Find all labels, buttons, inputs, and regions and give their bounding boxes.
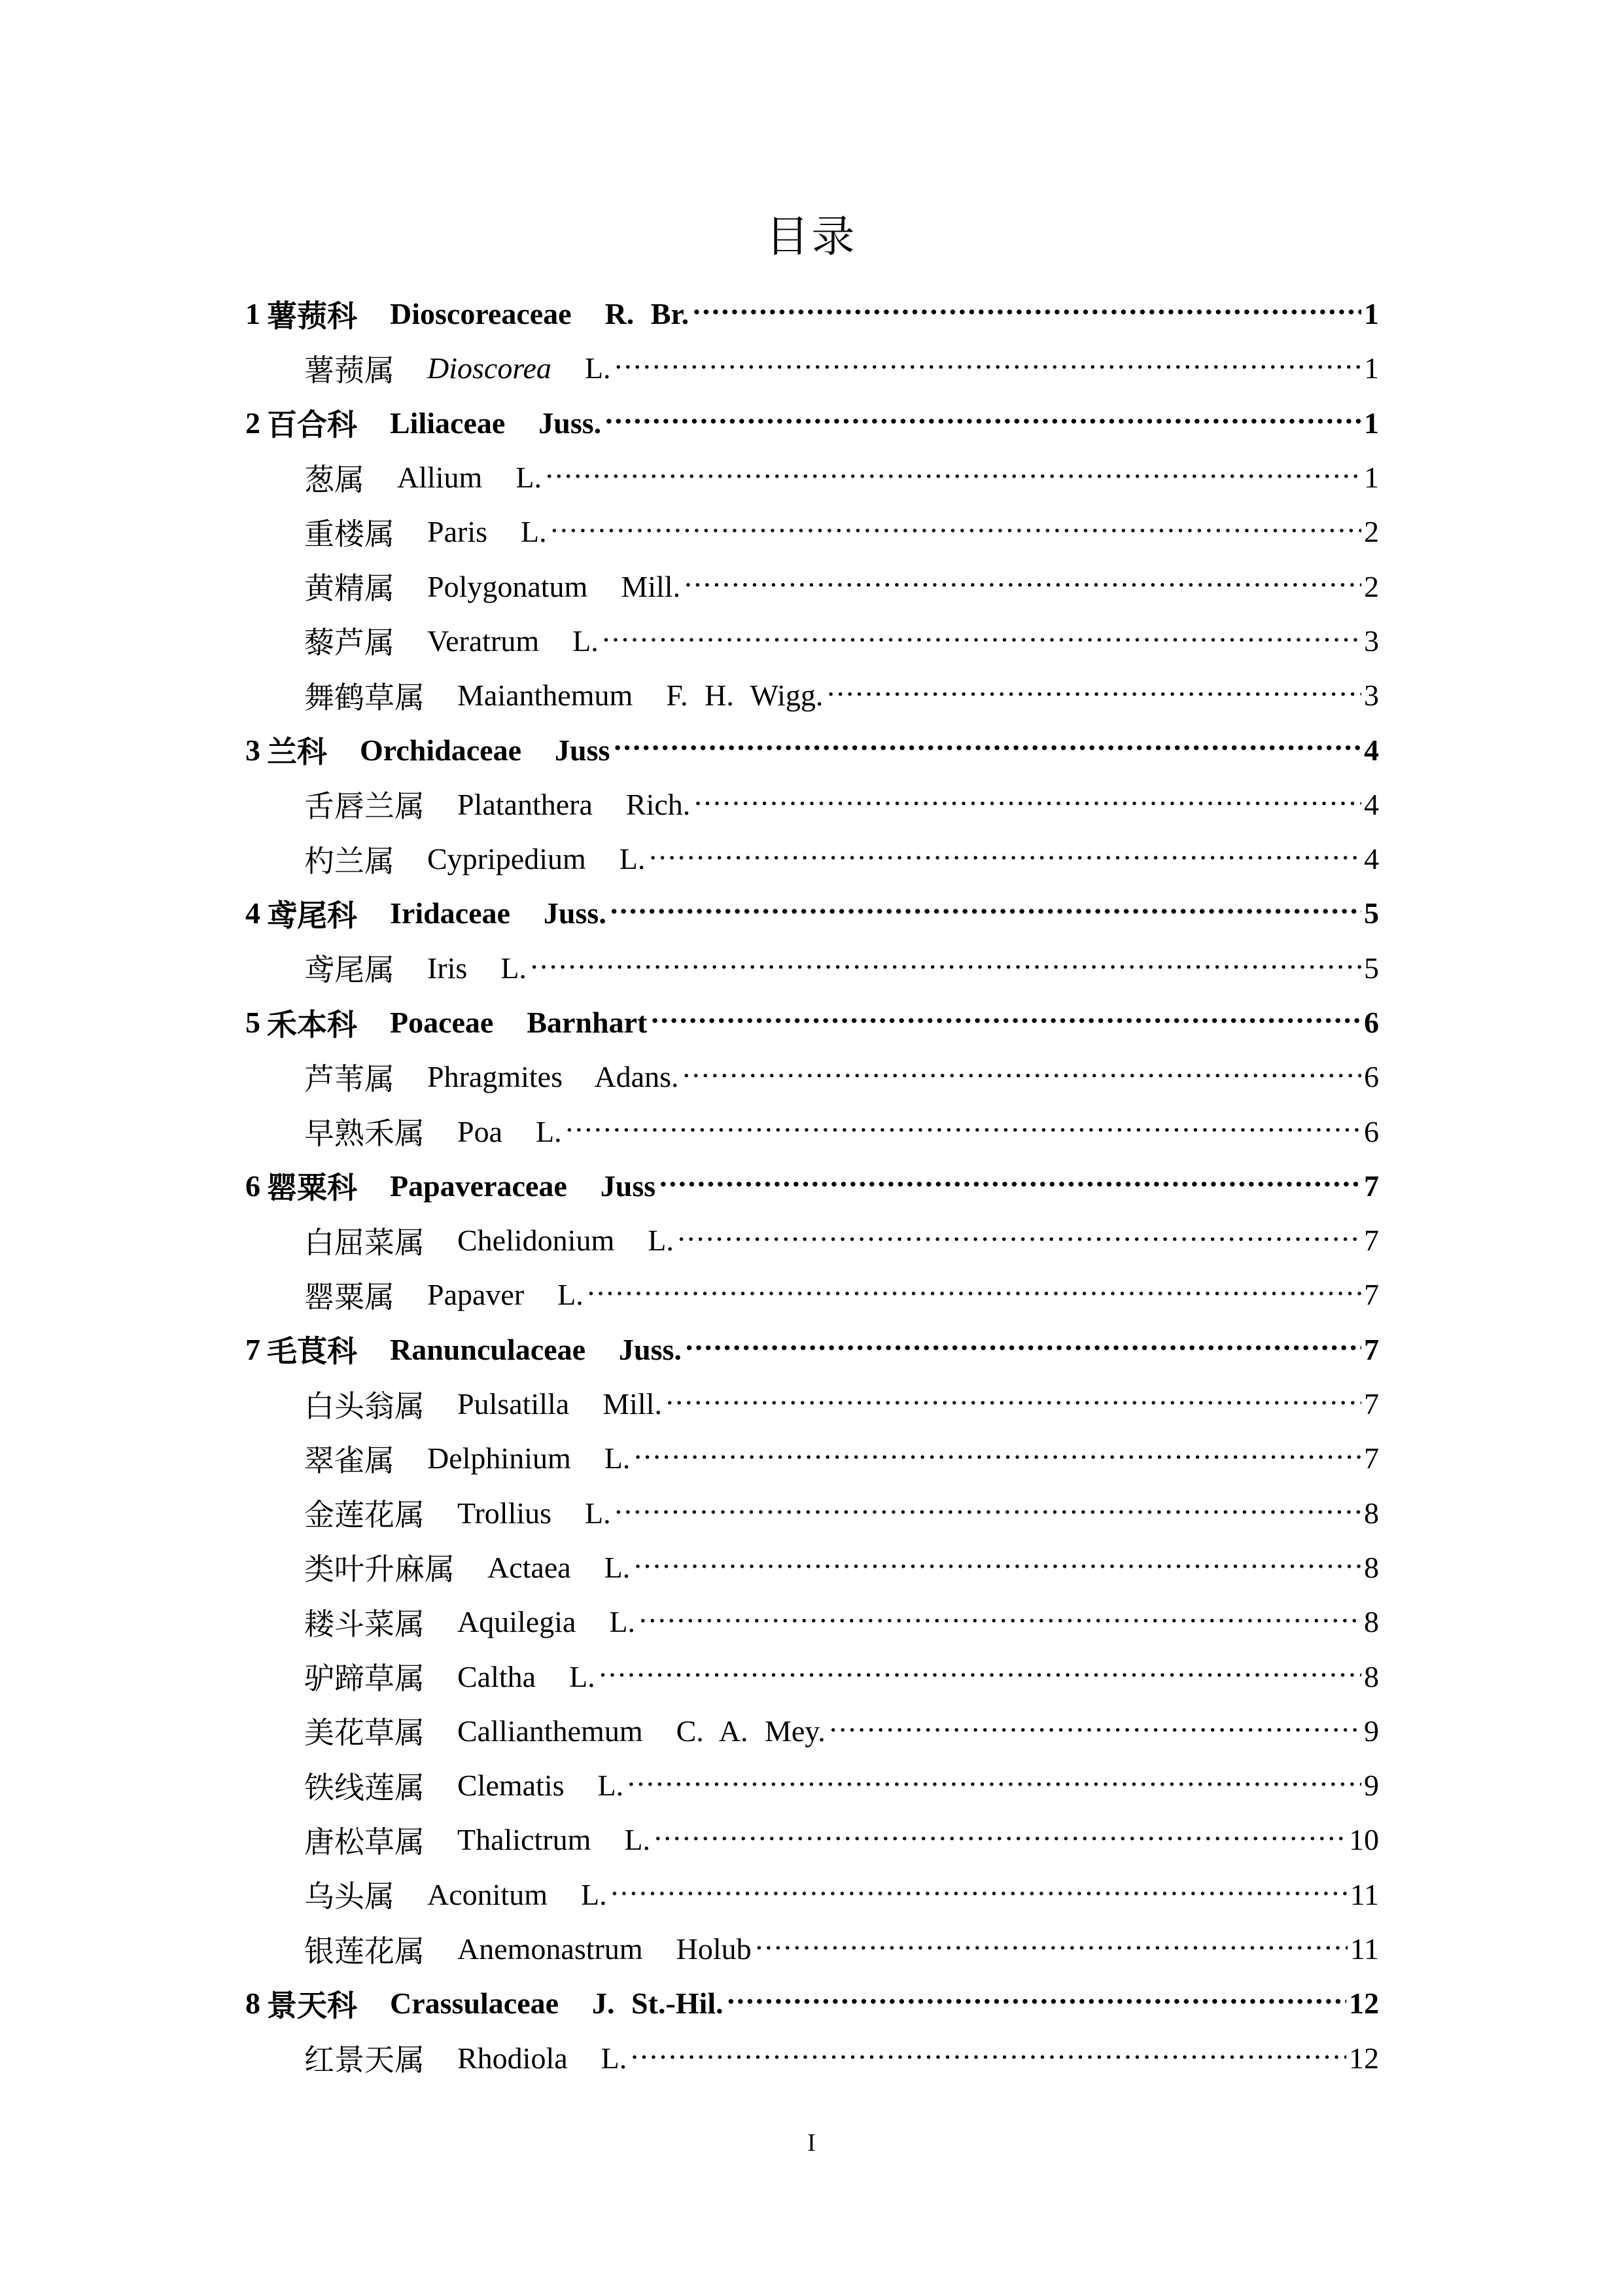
toc-genus-entry[interactable] <box>245 1486 1379 1540</box>
toc-entry-latin-text: Callianthemum C. A. Mey. <box>457 1714 826 1748</box>
toc-entry-latin-text: Pulsatilla Mill. <box>457 1387 662 1421</box>
toc-entry-latin-text: Thalictrum L. <box>457 1823 650 1857</box>
toc-entry-page: 10 <box>1349 1823 1379 1857</box>
toc-entry-chinese-name: 兰科 <box>267 735 327 769</box>
toc-dot-leader <box>654 1812 1346 1847</box>
toc-entry-page: 7 <box>1364 1387 1379 1421</box>
toc-entry-latin-name <box>427 624 599 658</box>
toc-entry-chinese-name: 鸢尾属 <box>304 953 394 987</box>
toc-entry-page: 1 <box>1364 351 1379 385</box>
toc-dot-leader <box>639 1595 1361 1629</box>
toc-genus-entry[interactable] <box>245 614 1379 668</box>
toc-genus-entry[interactable] <box>245 1649 1379 1703</box>
toc-entry-page: 1 <box>1364 297 1379 331</box>
toc-entry-chinese-name: 白头翁属 <box>304 1389 425 1423</box>
toc-entry-latin-text: Anemonastrum Holub <box>457 1932 752 1966</box>
toc-dot-leader <box>599 1649 1361 1684</box>
toc-entry-latin-name <box>390 1169 655 1203</box>
toc-entry-latin-name <box>427 841 645 876</box>
toc-entry-latin-name <box>427 1441 630 1475</box>
toc-entry-page: 1 <box>1364 461 1379 495</box>
toc-genus-entry[interactable] <box>245 941 1379 995</box>
toc-entry-latin-name <box>397 460 542 495</box>
toc-entry-chinese-name: 类叶升麻属 <box>304 1553 455 1587</box>
toc-genus-entry[interactable] <box>245 1104 1379 1158</box>
toc-entry-chinese-name: 芦苇属 <box>304 1062 394 1096</box>
page-number: I <box>807 2129 816 2157</box>
toc-entry-page: 8 <box>1364 1496 1379 1530</box>
toc-entry-latin-text: Maianthemum F. H. Wigg. <box>457 679 824 713</box>
toc-entry-latin-name <box>457 1932 752 1966</box>
toc-dot-leader <box>614 722 1361 757</box>
toc-dot-leader <box>605 396 1361 431</box>
toc-entry-chinese-name: 驴蹄草属 <box>304 1662 425 1696</box>
toc-entry-latin-name <box>427 1277 584 1312</box>
toc-genus-entry[interactable] <box>245 450 1379 504</box>
toc-entry-number: 3 <box>245 733 260 767</box>
toc-entry-latin-text: Delphinium L. <box>427 1441 631 1475</box>
toc-entry-latin-text: Allium L. <box>397 461 542 495</box>
toc-entry-page: 3 <box>1364 624 1379 658</box>
toc-entry-page: 11 <box>1350 1932 1379 1966</box>
toc-dot-leader <box>631 2031 1346 2066</box>
toc-dot-leader <box>756 1922 1348 1956</box>
toc-entry-page: 6 <box>1364 1060 1379 1094</box>
toc-entry-latin-name <box>457 1496 611 1530</box>
toc-entry-chinese-name: 薯蓣科 <box>267 299 357 333</box>
toc-entry-latin-name <box>457 1386 662 1421</box>
toc-entry-chinese-name: 美花草属 <box>304 1716 425 1750</box>
toc-entry-latin-name <box>360 733 610 768</box>
toc-entry-chinese-name: 罂粟属 <box>304 1280 394 1314</box>
toc-entry-number: 5 <box>245 1006 260 1039</box>
toc-entry-chinese-name: 翠雀属 <box>304 1443 394 1477</box>
toc-entry-page: 12 <box>1349 1987 1379 2021</box>
toc-entry-number: 1 <box>245 297 260 331</box>
toc-entry-chinese-name: 重楼属 <box>304 517 394 551</box>
toc-dot-leader <box>659 1159 1361 1193</box>
toc-entry-latin-name <box>457 1114 562 1149</box>
toc-entry-page: 11 <box>1350 1877 1379 1911</box>
toc-entry-latin-text: Cypripedium L. <box>427 842 646 876</box>
toc-entry-number: 7 <box>245 1332 260 1366</box>
toc-entry-latin-text: Poa L. <box>457 1114 562 1148</box>
toc-entry-page: 5 <box>1364 951 1379 985</box>
toc-dot-leader <box>546 450 1361 485</box>
toc-genus-entry[interactable] <box>245 1431 1379 1485</box>
toc-entry-chinese-name: 早熟禾属 <box>304 1117 425 1151</box>
toc-entry-latin-text: Chelidonium L. <box>457 1224 674 1258</box>
toc-dot-leader <box>727 1976 1346 2011</box>
toc-entry-latin-text: Liliaceae Juss. <box>390 406 602 440</box>
toc-entry-latin-genus-italic: Dioscorea <box>427 351 551 385</box>
toc-entry-chinese-name: 禾本科 <box>267 1008 357 1042</box>
toc-entry-latin-text: Phragmites Adans. <box>427 1060 679 1094</box>
toc-entry-latin-text: Iris L. <box>427 951 527 985</box>
toc-entry-chinese-name: 耧斗菜属 <box>304 1607 425 1641</box>
toc-entry-page: 1 <box>1364 406 1379 440</box>
page-title: 目录 <box>765 213 858 261</box>
toc-genus-entry[interactable] <box>245 1867 1379 1922</box>
toc-entry-page: 7 <box>1364 1224 1379 1258</box>
toc-entry-chinese-name: 景天科 <box>267 1988 357 2022</box>
toc-entry-latin-name <box>390 406 601 440</box>
toc-entry-latin-text: Aquilegia L. <box>457 1605 635 1639</box>
toc-genus-entry[interactable] <box>245 832 1379 886</box>
toc-dot-leader <box>566 1104 1361 1139</box>
toc-family-entry[interactable] <box>245 1976 1379 2030</box>
toc-entry-latin-text: Polygonatum Mill. <box>427 569 681 603</box>
toc-genus-entry[interactable] <box>245 777 1379 832</box>
toc-entry-page: 8 <box>1364 1605 1379 1639</box>
toc-family-entry[interactable] <box>245 1322 1379 1377</box>
toc-dot-leader <box>682 1050 1361 1084</box>
toc-genus-entry[interactable] <box>245 1812 1379 1867</box>
toc-dot-leader <box>610 886 1361 921</box>
toc-entry-page: 7 <box>1364 1169 1379 1203</box>
toc-dot-leader <box>611 1867 1348 1902</box>
toc-genus-entry[interactable] <box>245 1758 1379 1812</box>
toc-entry-chinese-name: 舌唇兰属 <box>304 790 425 824</box>
toc-entry-latin-name <box>427 514 547 549</box>
toc-dot-leader <box>634 1540 1361 1575</box>
toc-entry-number: 4 <box>245 896 260 930</box>
toc-entry-chinese-name: 黄精属 <box>304 572 394 606</box>
toc-entry-chinese-name: 杓兰属 <box>304 844 394 878</box>
toc-entry-latin-name <box>427 1059 678 1094</box>
toc-entry-page: 4 <box>1364 733 1379 767</box>
toc-entry-page: 6 <box>1364 1006 1379 1039</box>
toc-dot-leader <box>686 1322 1361 1357</box>
toc-entry-chinese-name: 铁线莲属 <box>304 1771 425 1805</box>
toc-entry-latin-name <box>427 951 527 985</box>
toc-entry-latin-name <box>427 569 680 604</box>
toc-entry-latin-text: L. <box>551 351 611 385</box>
toc-entry-latin-name <box>457 787 690 822</box>
toc-entry-latin-name <box>390 1005 647 1040</box>
toc-entry-page: 6 <box>1364 1114 1379 1148</box>
toc-entry-chinese-name: 罂粟科 <box>267 1171 357 1205</box>
toc-dot-leader <box>827 668 1361 703</box>
toc-dot-leader <box>615 1486 1361 1521</box>
toc-entry-chinese-name: 薯蓣属 <box>304 353 394 387</box>
toc-entry-latin-text: Orchidaceae Juss <box>360 733 610 767</box>
toc-entry-latin-text: Papaveraceae Juss <box>390 1169 656 1203</box>
toc-entry-latin-name <box>457 1604 635 1639</box>
toc-entry-chinese-name: 葱属 <box>304 463 364 497</box>
toc-dot-leader <box>829 1704 1361 1739</box>
toc-entry-latin-name <box>457 1714 826 1748</box>
toc-entry-latin-text: Ranunculaceae Juss. <box>390 1332 682 1366</box>
toc-genus-entry[interactable] <box>245 668 1379 722</box>
toc-entry-latin-name <box>457 678 823 713</box>
toc-entry-page: 9 <box>1364 1714 1379 1748</box>
toc-genus-entry[interactable] <box>245 504 1379 559</box>
toc-family-entry[interactable] <box>245 722 1379 777</box>
toc-entry-latin-text: Clematis L. <box>457 1769 624 1803</box>
toc-dot-leader <box>649 832 1361 866</box>
toc-dot-leader <box>634 1431 1361 1466</box>
toc-entry-latin-name <box>457 1223 674 1258</box>
toc-entry-latin-text: Iridaceae Juss. <box>390 896 606 930</box>
toc-genus-entry[interactable] <box>245 341 1379 395</box>
toc-entry-latin-text: Papaver L. <box>427 1278 584 1312</box>
toc-entry-latin-name <box>457 1822 650 1857</box>
toc-entry-page: 2 <box>1364 569 1379 603</box>
toc-genus-entry[interactable] <box>245 1540 1379 1595</box>
toc-entry-chinese-name: 红景天属 <box>304 2043 425 2077</box>
toc-entry-number: 2 <box>245 406 260 440</box>
toc-entry-chinese-name: 百合科 <box>267 408 357 442</box>
toc-dot-leader <box>615 341 1361 376</box>
toc-dot-leader <box>602 614 1361 648</box>
toc-entry-latin-text: Dioscoreaceae R. Br. <box>390 297 689 331</box>
toc-genus-entry[interactable] <box>245 1050 1379 1104</box>
toc-entry-chinese-name: 鸢尾科 <box>267 898 357 932</box>
toc-entry-latin-text: Aconitum L. <box>427 1877 607 1911</box>
toc-genus-entry[interactable] <box>245 1267 1379 1322</box>
toc-family-entry[interactable] <box>245 995 1379 1050</box>
toc-dot-leader <box>587 1267 1361 1302</box>
toc-dot-leader <box>693 287 1361 321</box>
toc-entry-page: 8 <box>1364 1659 1379 1693</box>
toc-entry-chinese-name: 白屈菜属 <box>304 1226 425 1260</box>
toc-entry-latin-name <box>457 1659 595 1694</box>
toc-entry-latin-name <box>427 1877 607 1912</box>
toc-entry-latin-name <box>390 896 606 930</box>
toc-genus-entry[interactable] <box>245 1922 1379 1976</box>
toc-genus-entry[interactable] <box>245 1377 1379 1431</box>
toc-entry-number: 6 <box>245 1169 260 1203</box>
toc-dot-leader <box>551 504 1361 539</box>
toc-entry-chinese-name: 唐松草属 <box>304 1825 425 1859</box>
toc-entry-page: 7 <box>1364 1278 1379 1312</box>
toc-entry-latin-text: Rhodiola L. <box>457 2041 627 2075</box>
toc-entry-page: 4 <box>1364 842 1379 876</box>
toc-dot-leader <box>694 777 1361 812</box>
toc-entry-latin-text: Paris L. <box>427 515 547 549</box>
toc-genus-entry[interactable] <box>245 2031 1379 2085</box>
toc-entry-latin-text: Actaea L. <box>487 1550 631 1584</box>
toc-entry-latin-name <box>390 1986 724 2021</box>
toc-entry-latin-name <box>390 296 689 331</box>
toc-entry-chinese-name: 金莲花属 <box>304 1498 425 1532</box>
toc-entry-latin-text: Trollius L. <box>457 1496 611 1530</box>
toc-entry-chinese-name: 舞鹤草属 <box>304 680 425 715</box>
toc-genus-entry[interactable] <box>245 559 1379 613</box>
toc-dot-leader <box>531 941 1361 976</box>
toc-entry-latin-name <box>457 1768 623 1803</box>
toc-entry-latin-name <box>487 1550 630 1585</box>
toc-entry-page: 7 <box>1364 1332 1379 1366</box>
toc-genus-entry[interactable] <box>245 1595 1379 1649</box>
toc-genus-entry[interactable] <box>245 1704 1379 1758</box>
toc-family-entry[interactable] <box>245 1159 1379 1213</box>
toc-entry-chinese-name: 毛茛科 <box>267 1335 357 1369</box>
toc-entry-chinese-name: 乌头属 <box>304 1880 394 1914</box>
toc-dot-leader <box>627 1758 1361 1793</box>
table-of-contents <box>245 287 1379 2085</box>
toc-entry-latin-name <box>427 351 611 385</box>
toc-entry-latin-text: Veratrum L. <box>427 624 599 658</box>
toc-dot-leader <box>651 995 1361 1030</box>
toc-entry-latin-text: Platanthera Rich. <box>457 787 691 821</box>
toc-entry-page: 8 <box>1364 1550 1379 1584</box>
toc-entry-page: 2 <box>1364 515 1379 549</box>
toc-family-entry[interactable] <box>245 287 1379 341</box>
toc-entry-chinese-name: 藜芦属 <box>304 626 394 660</box>
toc-family-entry[interactable] <box>245 886 1379 940</box>
toc-genus-entry[interactable] <box>245 1213 1379 1267</box>
toc-dot-leader <box>678 1213 1361 1248</box>
toc-entry-page: 3 <box>1364 679 1379 713</box>
toc-entry-page: 9 <box>1364 1769 1379 1803</box>
toc-dot-leader <box>684 559 1361 593</box>
toc-dot-leader <box>666 1377 1361 1411</box>
toc-entry-latin-text: Crassulaceae J. St.-Hil. <box>390 1987 724 2021</box>
toc-entry-latin-name <box>390 1332 682 1367</box>
toc-family-entry[interactable] <box>245 396 1379 450</box>
toc-entry-number: 8 <box>245 1987 260 2021</box>
toc-entry-chinese-name: 银莲花属 <box>304 1934 425 1968</box>
toc-entry-latin-text: Poaceae Barnhart <box>390 1006 648 1039</box>
toc-entry-page: 12 <box>1349 2041 1379 2075</box>
toc-entry-page: 4 <box>1364 787 1379 821</box>
toc-entry-latin-name <box>457 2041 627 2075</box>
toc-entry-latin-text: Caltha L. <box>457 1659 595 1693</box>
toc-entry-page: 7 <box>1364 1441 1379 1475</box>
toc-entry-page: 5 <box>1364 896 1379 930</box>
